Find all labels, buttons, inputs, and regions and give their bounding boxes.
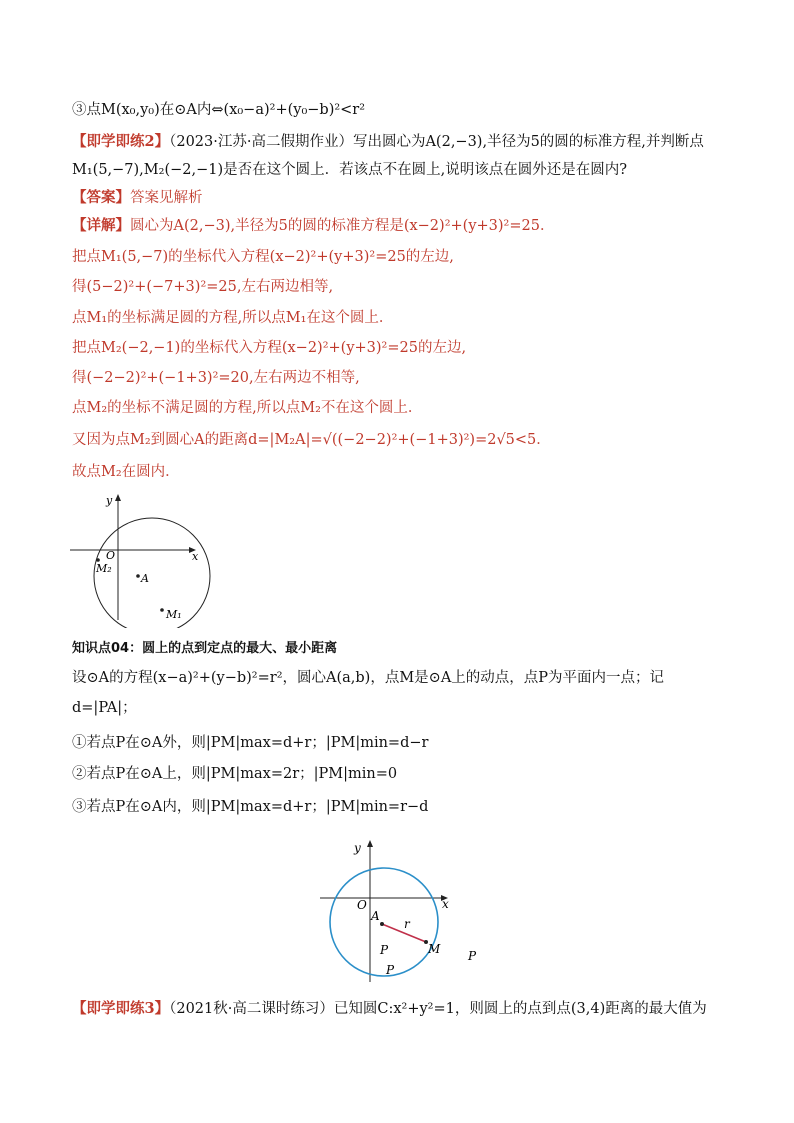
exercise-2-text: （2023·江苏·高二假期作业）写出圆心为A(2,−3),半径为5的圆的标准方程,并判断点: [169, 134, 704, 150]
detail-line-3: 得(5−2)²+(−7+3)²=25,左右两边相等,: [72, 279, 334, 295]
x-axis-label: x: [442, 897, 449, 911]
point-m1-dot: [160, 608, 164, 612]
knowledge-point-04-title: 知识点04：圆上的点到定点的最大、最小距离: [72, 641, 338, 656]
detail-text: 圆心为A(2,−3),半径为5的圆的标准方程是(x−2)²+(y+3)²=25．: [130, 218, 555, 234]
knowledge-line-2: d=|PA|；: [72, 700, 137, 716]
point-a-label: A: [371, 909, 380, 923]
answer-line: [72, 188, 203, 208]
knowledge-line-4: ②若点P在⊙A上，则|PM|max=2r；|PM|min=0: [72, 766, 398, 782]
origin-label: O: [106, 549, 116, 562]
detail-line-4: 点M₁的坐标满足圆的方程,所以点M₁在这个圆上．: [72, 310, 394, 326]
exercise-3-tag: 【即学即练3】: [72, 1000, 170, 1017]
y-axis-label: y: [354, 841, 361, 855]
knowledge-line-5: ③若点P在⊙A内，则|PM|max=d+r；|PM|min=r−d: [72, 799, 429, 815]
figure-distance-pm: [312, 838, 492, 984]
point-p-inside-label: P: [380, 943, 389, 957]
exercise-3-text: （2021秋·高二课时练习）已知圆C:x²+y²=1，则圆上的点到点(3,4)距离的最大值为: [169, 1001, 707, 1017]
y-axis-arrow-icon: [115, 494, 121, 501]
x-axis-label: x: [192, 550, 199, 563]
exercise-2-line-2: M₁(5,−7),M₂(−2,−1)是否在这个圆上．若该点不在圆上,说明该点在圆外还是在圆内?: [72, 162, 628, 178]
point-a-dot: [380, 922, 384, 926]
detail-line-1: [72, 216, 554, 236]
point-a-dot: [136, 574, 140, 578]
knowledge-line-3: ①若点P在⊙A外，则|PM|max=d+r；|PM|min=d−r: [72, 735, 429, 751]
exercise-3-line: [72, 999, 707, 1019]
detail-line-5: 把点M₂(−2,−1)的坐标代入方程(x−2)²+(y+3)²=25的左边,: [72, 340, 467, 356]
answer-text: 答案见解析: [130, 190, 203, 206]
point-p-on-circle-label: P: [386, 963, 395, 977]
figure-circle-m1-m2: [62, 492, 212, 628]
exercise-2-line-1: [72, 132, 704, 152]
answer-tag: 【答案】: [72, 189, 130, 206]
y-axis-label: y: [106, 494, 113, 507]
point-m1-label: M₁: [166, 608, 182, 621]
detail-line-2: 把点M₁(5,−7)的坐标代入方程(x−2)²+(y+3)²=25的左边,: [72, 249, 454, 265]
point-m-label: M: [428, 942, 441, 956]
detail-line-9: 故点M₂在圆内．: [72, 464, 180, 480]
circle-a: [330, 868, 438, 976]
detail-line-8: 又因为点M₂到圆心A的距离d=|M₂A|=√((−2−2)²+(−1+3)²)=2√5<5．: [72, 432, 551, 448]
point-m2-label: M₂: [96, 562, 112, 575]
point-p-outside-label: P: [468, 949, 477, 963]
radius-label: r: [404, 917, 410, 931]
point-a-label: A: [141, 572, 149, 585]
detail-line-7: 点M₂的坐标不满足圆的方程,所以点M₂不在这个圆上．: [72, 400, 423, 416]
detail-line-6: 得(−2−2)²+(−1+3)²=20,左右两边不相等,: [72, 370, 360, 386]
detail-tag: 【详解】: [72, 217, 130, 234]
y-axis-arrow-icon: [367, 840, 373, 847]
condition-point-inside: ③点M(x₀,y₀)在⊙A内⇔(x₀−a)²+(y₀−b)²<r²: [72, 102, 366, 118]
origin-label: O: [357, 898, 367, 912]
exercise-2-tag: 【即学即练2】: [72, 133, 170, 150]
knowledge-line-1: 设⊙A的方程(x−a)²+(y−b)²=r²，圆心A(a,b)，点M是⊙A上的动点，点P为平面内一点；记: [72, 670, 665, 686]
